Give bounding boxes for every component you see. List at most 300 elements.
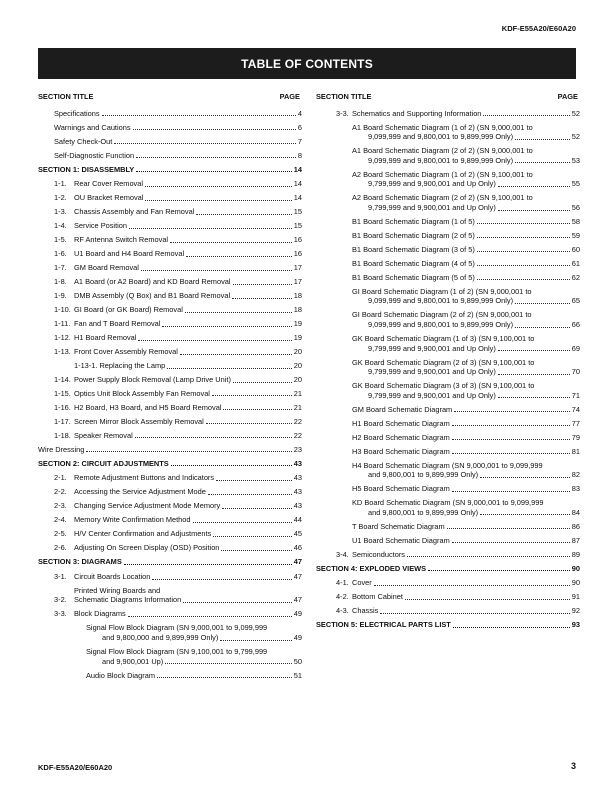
toc-entry-text (352, 447, 580, 457)
toc-entry-number: 1-17. (54, 416, 71, 426)
toc-entry-leader-line (74, 179, 302, 189)
dot-leader (452, 541, 570, 543)
toc-entry (38, 609, 302, 619)
toc-entry-leader-line (74, 572, 302, 582)
dot-leader (515, 326, 570, 328)
toc-entry-text (74, 487, 302, 497)
toc-entry-text (74, 431, 302, 441)
toc-entry (38, 319, 302, 329)
toc-entry-text (38, 165, 302, 175)
toc-entry-page: 21 (293, 402, 302, 412)
toc-entry-page: 16 (293, 249, 302, 259)
toc-entry-page: 43 (293, 458, 302, 468)
toc-entry-number: 1-4. (54, 221, 67, 231)
toc-entry-text (38, 445, 302, 455)
toc-entry-text (352, 245, 580, 255)
toc-entry (38, 291, 302, 301)
toc-entry-title: DMB Assembly (Q Box) and B1 Board Removal (74, 291, 231, 300)
toc-entry-leader-line (352, 156, 580, 166)
toc-entry-title: and 9,800,000 and 9,899,999 Only) (102, 633, 219, 643)
toc-entry-leader-line (38, 445, 302, 455)
toc-entry (38, 249, 302, 259)
toc-entry (38, 445, 302, 455)
toc-entry (38, 375, 302, 385)
toc-entry-leader-line (54, 151, 302, 161)
toc-entry-number: 2-2. (54, 487, 67, 497)
toc-entry-text (74, 389, 302, 399)
toc-entry-leader-line (352, 405, 580, 415)
left-column-header (38, 92, 302, 102)
toc-entry-leader-line (74, 291, 302, 301)
toc-entry-leader-line (74, 417, 302, 427)
toc-entry (38, 431, 302, 441)
toc-entry-title: H5 Board Schematic Diagram (352, 484, 450, 494)
toc-entry (38, 305, 302, 315)
toc-entry-page: 89 (571, 549, 580, 559)
dot-leader (170, 241, 292, 243)
dot-leader (515, 138, 570, 140)
toc-entry (38, 263, 302, 273)
toc-entry-number: 1-5. (54, 235, 67, 245)
dot-leader (452, 452, 570, 454)
toc-entry-number: 1-6. (54, 249, 67, 259)
toc-entry-text (352, 231, 580, 241)
toc-entry-page: 23 (293, 444, 302, 454)
dot-leader (136, 156, 296, 158)
dot-leader (135, 436, 292, 438)
toc-entry-text (352, 405, 580, 415)
toc-entry-title-line: H4 Board Schematic Diagram (SN 9,000,001 to 9,099,999 (352, 460, 543, 470)
toc-entry-leader-line (74, 249, 302, 259)
toc-entry-page: 83 (571, 484, 580, 494)
toc-entry-text (352, 273, 580, 283)
toc-entry-text (352, 358, 580, 377)
dot-leader (167, 367, 292, 369)
toc-entry-text (74, 277, 302, 287)
toc-section-heading (316, 564, 580, 574)
toc-entry-number: 3-4. (336, 549, 349, 559)
toc-entry-number: 3-1. (54, 571, 67, 581)
dot-leader (152, 578, 291, 580)
toc-entry-text (74, 473, 302, 483)
toc-entry-title: Changing Service Adjustment Mode Memory (74, 501, 221, 511)
toc-entry-text (74, 543, 302, 553)
toc-entry-text (74, 529, 302, 539)
toc-entry-leader-line (38, 165, 302, 175)
toc-entry-leader-line (74, 277, 302, 287)
toc-entry-page: 46 (293, 543, 302, 553)
toc-entry-text (86, 647, 302, 666)
dot-leader (480, 476, 570, 478)
toc-entry-title-line: KD Board Schematic Diagram (SN 9,000,001 to 9,099,999 (352, 498, 544, 508)
toc-entry-title: B1 Board Schematic Diagram (1 of 5) (352, 216, 475, 226)
toc-entry-page: 17 (293, 277, 302, 287)
dot-leader (196, 213, 291, 215)
toc-entry-number: 1-7. (54, 263, 67, 273)
title-bar (38, 48, 576, 79)
toc-entry-number: 1-14. (54, 374, 71, 384)
toc-entry-page: 17 (293, 263, 302, 273)
toc-entry-number: 2-3. (54, 501, 67, 511)
page-heading: PAGE (557, 92, 578, 101)
toc-entry-number: 1-13. (54, 346, 71, 356)
toc-entry-title: Memory Write Confirmation Method (74, 515, 191, 525)
toc-entry-page: 90 (571, 563, 580, 573)
dot-leader (483, 114, 569, 116)
toc-entry-number: 4-1. (336, 578, 349, 588)
toc-entry-title: H1 Board Removal (74, 332, 137, 342)
toc-entry-number: 1-16. (54, 402, 71, 412)
toc-entry-title: 9,799,999 and 9,900,001 and Up Only) (368, 179, 496, 189)
toc-section-heading (38, 557, 302, 567)
toc-entry-title: Front Cover Assembly Removal (74, 346, 178, 356)
toc-entry-title-line: GK Board Schematic Diagram (1 of 3) (SN 9,100,001 to (352, 333, 535, 343)
toc-entry (38, 403, 302, 413)
toc-entry-page: 15 (293, 207, 302, 217)
toc-entry-page: 90 (571, 578, 580, 588)
toc-entry (38, 487, 302, 497)
toc-entry-number: 4-3. (336, 606, 349, 616)
toc-entry (316, 498, 580, 517)
toc-entry-text (352, 287, 580, 306)
toc-entry-text (54, 109, 302, 119)
toc-entry-text (352, 259, 580, 269)
toc-entry-leader-line (86, 633, 302, 643)
toc-entry (316, 447, 580, 457)
toc-entry-page: 69 (571, 343, 580, 353)
toc-entry-title-line: A2 Board Schematic Diagram (2 of 2) (SN 9,100,001 to (352, 193, 533, 203)
toc-entry-page: 60 (571, 244, 580, 254)
toc-entry-number: 1-10. (54, 304, 71, 314)
toc-entry-title: Cover (352, 578, 372, 588)
toc-entry-page: 53 (571, 155, 580, 165)
toc-entry-leader-line (74, 263, 302, 273)
dot-leader (145, 185, 292, 187)
toc-entry-title: Warnings and Cautions (54, 122, 131, 132)
toc-entry (316, 334, 580, 353)
dot-leader (165, 662, 292, 664)
left-toc-list (38, 109, 302, 681)
toc-entry-leader-line (352, 391, 580, 401)
toc-entry-page: 70 (571, 367, 580, 377)
dot-leader (498, 185, 570, 187)
toc-entry-text (352, 578, 580, 588)
dot-leader (171, 464, 292, 466)
toc-entry-text (54, 137, 302, 147)
toc-entry (38, 361, 302, 371)
dot-leader (180, 353, 292, 355)
toc-entry (316, 381, 580, 400)
toc-entry-text (38, 557, 302, 567)
toc-entry-text (352, 217, 580, 227)
toc-entry-leader-line (352, 433, 580, 443)
toc-entry-text (352, 109, 580, 119)
toc-entry-number: 1-9. (54, 291, 67, 300)
toc-entry-page: 58 (571, 216, 580, 226)
toc-entry-text (352, 536, 580, 546)
toc-entry-title: 9,099,999 and 9,800,001 to 9,899,999 Only) (368, 155, 514, 165)
toc-entry-leader-line (38, 459, 302, 469)
toc-entry-text (352, 193, 580, 212)
toc-entry-page: 56 (571, 202, 580, 212)
toc-entry-title: SECTION 5: ELECTRICAL PARTS LIST (316, 620, 451, 630)
toc-entry (38, 109, 302, 119)
toc-entry-title: Chassis Assembly and Fan Removal (74, 207, 195, 217)
dot-leader (220, 639, 291, 641)
toc-entry-leader-line (352, 231, 580, 241)
toc-entry-title: Fan and T Board Removal (74, 318, 161, 328)
toc-entry-title: Block Diagrams (74, 609, 126, 619)
toc-entry-leader-line (352, 578, 580, 588)
toc-entry (316, 578, 580, 588)
toc-entry-leader-line (74, 389, 302, 399)
dot-leader (128, 615, 292, 617)
toc-entry-text (38, 459, 302, 469)
toc-entry-text (74, 291, 302, 301)
toc-entry-page: 22 (293, 430, 302, 440)
dot-leader (232, 297, 292, 299)
dot-leader (223, 408, 291, 410)
toc-entry-leader-line (74, 473, 302, 483)
toc-entry-text (316, 564, 580, 574)
toc-entry (38, 277, 302, 287)
dot-leader (428, 569, 570, 571)
toc-entry-leader-line (352, 447, 580, 457)
toc-entry-text (74, 207, 302, 217)
dot-leader (374, 584, 570, 586)
dot-leader (222, 507, 292, 509)
toc-entry-text (352, 484, 580, 494)
toc-entry-leader-line (74, 595, 302, 605)
toc-entry-leader-line (74, 375, 302, 385)
toc-entry-leader-line (352, 470, 580, 480)
dot-leader (480, 513, 570, 515)
toc-entry-leader-line (38, 557, 302, 567)
toc-entry-title: SECTION 3: DIAGRAMS (38, 557, 122, 567)
toc-entry (316, 550, 580, 560)
toc-entry-text (74, 235, 302, 245)
toc-entry-text (74, 333, 302, 343)
toc-entry-title: Screen Mirror Block Assembly Removal (74, 416, 204, 426)
toc-entry-leader-line (352, 344, 580, 354)
toc-entry (316, 123, 580, 142)
toc-entry-leader-line (352, 592, 580, 602)
page-title: TABLE OF CONTENTS (241, 56, 373, 71)
toc-entry-text (74, 572, 302, 582)
toc-entry (316, 310, 580, 329)
toc-entry-number: 3-3. (54, 609, 67, 619)
toc-entry-text (352, 334, 580, 353)
toc-entry-page: 20 (293, 346, 302, 356)
toc-entry-page: 93 (571, 620, 580, 630)
toc-entry-page: 52 (571, 108, 580, 118)
toc-entry (38, 417, 302, 427)
toc-entry-leader-line (74, 487, 302, 497)
dot-leader (185, 311, 292, 313)
toc-section-heading (316, 620, 580, 630)
toc-entry-text (352, 461, 580, 480)
page-number: 3 (570, 761, 576, 771)
toc-entry-text (74, 319, 302, 329)
toc-entry-text (352, 606, 580, 616)
toc-entry-title: Chassis (352, 606, 379, 616)
toc-entry-title: Bottom Cabinet (352, 592, 403, 602)
dot-leader (452, 438, 570, 440)
toc-entry (38, 193, 302, 203)
toc-entry-page: 47 (293, 595, 302, 605)
toc-entry-leader-line (74, 207, 302, 217)
toc-entry (38, 473, 302, 483)
toc-entry-leader-line (74, 305, 302, 315)
toc-entry-text (74, 403, 302, 413)
toc-entry-page: 43 (293, 487, 302, 497)
toc-entry-page: 44 (293, 515, 302, 525)
toc-entry-leader-line (352, 550, 580, 560)
toc-entry-title-line: GI Board Schematic Diagram (1 of 2) (SN 9,000,001 to (352, 286, 532, 296)
toc-entry-leader-line (74, 235, 302, 245)
toc-entry-title: Circuit Boards Location (74, 571, 151, 581)
toc-entry-text (316, 620, 580, 630)
toc-entry-title: RF Antenna Switch Removal (74, 235, 169, 245)
toc-entry (38, 389, 302, 399)
toc-entry-title-line: Signal Flow Block Diagram (SN 9,100,001 to 9,799,999 (86, 647, 268, 657)
toc-entry-title: H3 Board Schematic Diagram (352, 446, 450, 456)
dot-leader (157, 676, 292, 678)
toc-entry-title: Rear Cover Removal (74, 179, 144, 189)
toc-entry-page: 43 (293, 473, 302, 483)
toc-entry (316, 592, 580, 602)
toc-entry-title: and 9,800,001 to 9,899,999 Only) (368, 507, 479, 517)
toc-entry-leader-line (352, 606, 580, 616)
toc-entry-page: 14 (293, 164, 302, 174)
toc-entry-text (74, 263, 302, 273)
toc-entry-title: 9,799,999 and 9,900,001 and Up Only) (368, 367, 496, 377)
toc-entry-text (352, 381, 580, 400)
toc-entry-text (352, 310, 580, 329)
toc-section-heading (38, 165, 302, 175)
toc-entry-leader-line (74, 403, 302, 413)
toc-entry-page: 74 (571, 404, 580, 414)
toc-entry-title: SECTION 2: CIRCUIT ADJUSTMENTS (38, 458, 169, 468)
toc-entry (38, 347, 302, 357)
dot-leader (477, 278, 570, 280)
toc-entry (316, 245, 580, 255)
toc-entry (38, 529, 302, 539)
dot-leader (114, 142, 296, 144)
toc-entry-title-line: GK Board Schematic Diagram (3 of 3) (SN 9,100,001 to (352, 381, 535, 391)
toc-entry-title: Audio Block Diagram (86, 670, 156, 680)
toc-entry-page: 62 (571, 272, 580, 282)
dot-leader (515, 302, 570, 304)
toc-entry-title: SECTION 1: DISASSEMBLY (38, 164, 135, 174)
dot-leader (477, 236, 570, 238)
dot-leader (453, 626, 570, 628)
dot-leader (515, 161, 570, 163)
dot-leader (129, 227, 292, 229)
toc-section-heading (38, 459, 302, 469)
toc-entry-page: 47 (293, 557, 302, 567)
toc-entry-leader-line (74, 543, 302, 553)
toc-entry-page: 50 (293, 656, 302, 666)
toc-entry-number: 1-15. (54, 388, 71, 398)
toc-entry-title: H/V Center Confirmation and Adjustments (74, 529, 212, 539)
toc-entry (316, 170, 580, 189)
toc-entry-leader-line (74, 431, 302, 441)
dot-leader (102, 114, 296, 116)
toc-entry-title: 1-13-1. Replacing the Lamp (74, 360, 166, 370)
toc-entry-leader-line (316, 564, 580, 574)
toc-entry-title: B1 Board Schematic Diagram (3 of 5) (352, 244, 475, 254)
toc-entry-title: Accessing the Service Adjustment Mode (74, 487, 206, 497)
toc-entry-leader-line (54, 123, 302, 133)
dot-leader (447, 527, 570, 529)
dot-leader (498, 349, 570, 351)
toc-entry-page: 19 (293, 332, 302, 342)
toc-entry (38, 623, 302, 642)
toc-entry-title-line: Printed Wiring Boards and (74, 585, 161, 595)
dot-leader (477, 222, 570, 224)
toc-entry-title: U1 Board Schematic Diagram (352, 535, 450, 545)
toc-entry-leader-line (74, 529, 302, 539)
toc-entry (316, 522, 580, 532)
toc-entry (38, 543, 302, 553)
toc-entry (316, 461, 580, 480)
toc-entry-page: 61 (571, 258, 580, 268)
toc-entry-number: 1-18. (54, 430, 71, 440)
toc-entry-page: 7 (297, 136, 302, 146)
toc-entry-page: 49 (293, 609, 302, 619)
toc-entry-text (54, 151, 302, 161)
toc-entry-leader-line (352, 259, 580, 269)
toc-entry-text (74, 417, 302, 427)
toc-entry-text (74, 515, 302, 525)
toc-entry-page: 86 (571, 521, 580, 531)
toc-entry-page: 8 (297, 150, 302, 160)
dot-leader (162, 325, 291, 327)
toc-entry-title: B1 Board Schematic Diagram (5 of 5) (352, 272, 475, 282)
toc-entry-text (74, 193, 302, 203)
dot-leader (183, 601, 292, 603)
dot-leader (124, 563, 292, 565)
toc-entry (38, 137, 302, 147)
toc-entry-title: T Board Schematic Diagram (352, 521, 445, 531)
toc-entry-number: 1-2. (54, 193, 67, 203)
toc-entry-title: Adjusting On Screen Display (OSD) Position (74, 543, 220, 553)
toc-entry-title-line: A2 Board Schematic Diagram (1 of 2) (SN 9,100,001 to (352, 169, 533, 179)
dot-leader (216, 479, 292, 481)
toc-entry-title: Remote Adjustment Buttons and Indicators (74, 473, 215, 483)
toc-left-column (38, 92, 302, 685)
toc-entry-title: Self-Diagnostic Function (54, 150, 135, 160)
toc-entry-number: 1-8. (54, 277, 67, 287)
toc-entry-number: 3-2. (54, 595, 67, 605)
toc-entry-leader-line (352, 536, 580, 546)
toc-entry-page: 19 (293, 318, 302, 328)
section-title-heading: SECTION TITLE (316, 92, 372, 101)
toc-entry-page: 20 (293, 360, 302, 370)
dot-leader (477, 264, 570, 266)
toc-entry-title: A1 Board (or A2 Board) and KD Board Removal (74, 277, 231, 287)
toc-entry-text (352, 433, 580, 443)
dot-leader (133, 128, 296, 130)
toc-entry-page: 59 (571, 230, 580, 240)
toc-entry-leader-line (352, 320, 580, 330)
dot-leader (233, 381, 292, 383)
toc-entry (38, 515, 302, 525)
footer-model: KDF-E55A20/E60A20 (38, 763, 113, 772)
toc-entry-page: 16 (293, 235, 302, 245)
toc-entry-leader-line (74, 347, 302, 357)
